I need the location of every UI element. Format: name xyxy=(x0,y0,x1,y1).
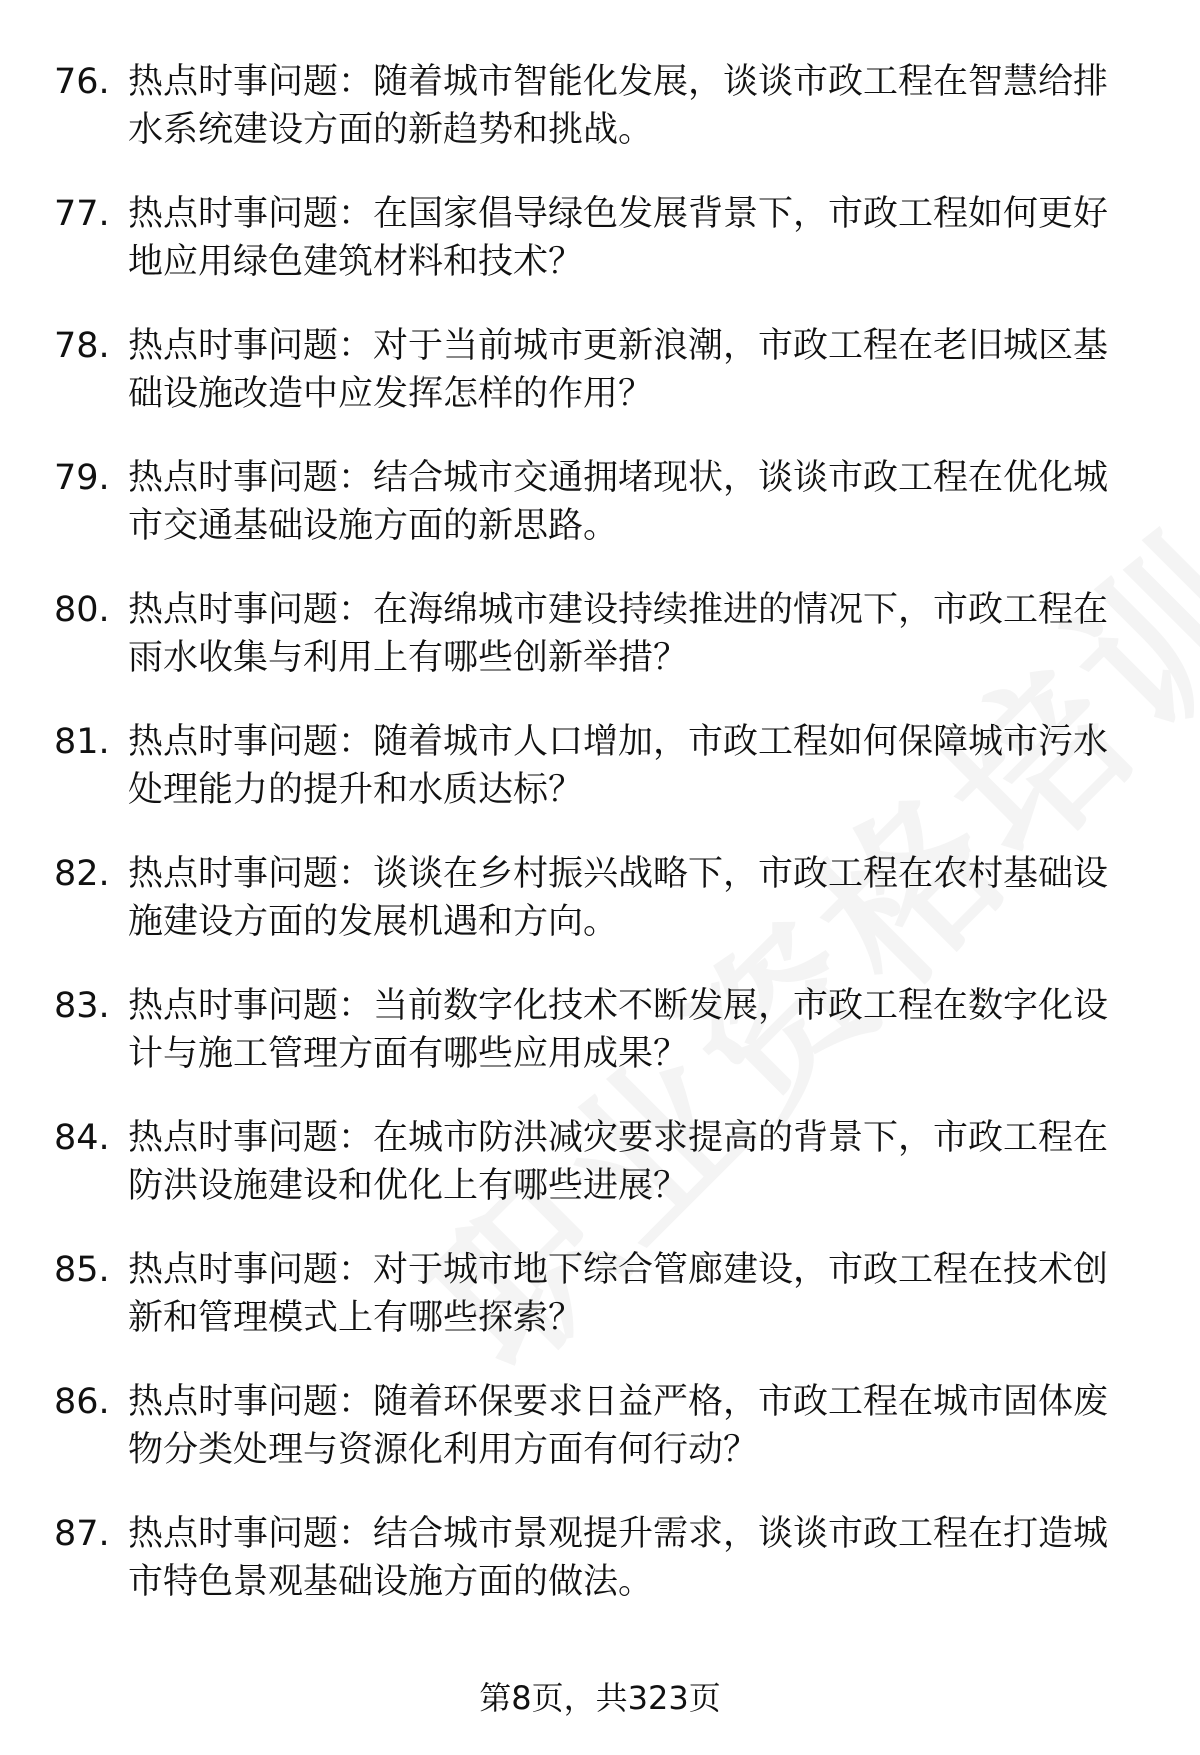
question-text: 热点时事问题：在国家倡导绿色发展背景下，市政工程如何更好地应用绿色建筑材料和技术？ xyxy=(128,194,1109,282)
question-number: 84. xyxy=(54,1118,110,1158)
question-text: 热点时事问题：结合城市景观提升需求，谈谈市政工程在打造城市特色景观基础设施方面的做法。 xyxy=(128,1514,1109,1602)
question-text: 热点时事问题：在城市防洪减灾要求提高的背景下，市政工程在防洪设施建设和优化上有哪些进展？ xyxy=(128,1118,1109,1206)
question-item xyxy=(0,850,1200,946)
question-number: 82. xyxy=(54,854,110,894)
question-number: 86. xyxy=(54,1382,110,1422)
question-text: 热点时事问题：随着城市智能化发展，谈谈市政工程在智慧给排水系统建设方面的新趋势和挑战。 xyxy=(128,62,1109,150)
question-number: 78. xyxy=(54,326,110,366)
question-item xyxy=(0,982,1200,1078)
question-number: 83. xyxy=(54,986,110,1026)
question-item xyxy=(0,1378,1200,1474)
question-list xyxy=(0,58,1200,1642)
question-item xyxy=(0,454,1200,550)
question-number: 80. xyxy=(54,590,110,630)
page-footer: 第8页，共323页 xyxy=(479,1679,721,1717)
question-text: 热点时事问题：随着城市人口增加，市政工程如何保障城市污水处理能力的提升和水质达标？ xyxy=(128,722,1109,810)
question-number: 76. xyxy=(54,62,110,102)
question-item xyxy=(0,718,1200,814)
question-number: 79. xyxy=(54,458,110,498)
question-item xyxy=(0,1114,1200,1210)
question-text: 热点时事问题：谈谈在乡村振兴战略下，市政工程在农村基础设施建设方面的发展机遇和方向。 xyxy=(128,854,1109,942)
question-text: 热点时事问题：当前数字化技术不断发展，市政工程在数字化设计与施工管理方面有哪些应用成果？ xyxy=(128,986,1109,1074)
question-number: 87. xyxy=(54,1514,110,1554)
question-text: 热点时事问题：对于城市地下综合管廊建设，市政工程在技术创新和管理模式上有哪些探索？ xyxy=(128,1250,1109,1338)
question-text: 热点时事问题：对于当前城市更新浪潮，市政工程在老旧城区基础设施改造中应发挥怎样的作用？ xyxy=(128,326,1109,414)
question-text: 热点时事问题：结合城市交通拥堵现状，谈谈市政工程在优化城市交通基础设施方面的新思路。 xyxy=(128,458,1109,546)
question-item xyxy=(0,1510,1200,1606)
question-number: 85. xyxy=(54,1250,110,1290)
question-text: 热点时事问题：在海绵城市建设持续推进的情况下，市政工程在雨水收集与利用上有哪些创新举措？ xyxy=(128,590,1109,678)
question-item xyxy=(0,586,1200,682)
question-item xyxy=(0,1246,1200,1342)
question-item xyxy=(0,322,1200,418)
question-number: 81. xyxy=(54,722,110,762)
question-item xyxy=(0,58,1200,154)
question-item xyxy=(0,190,1200,286)
question-text: 热点时事问题：随着环保要求日益严格，市政工程在城市固体废物分类处理与资源化利用方面有何行动？ xyxy=(128,1382,1109,1470)
question-number: 77. xyxy=(54,194,110,234)
